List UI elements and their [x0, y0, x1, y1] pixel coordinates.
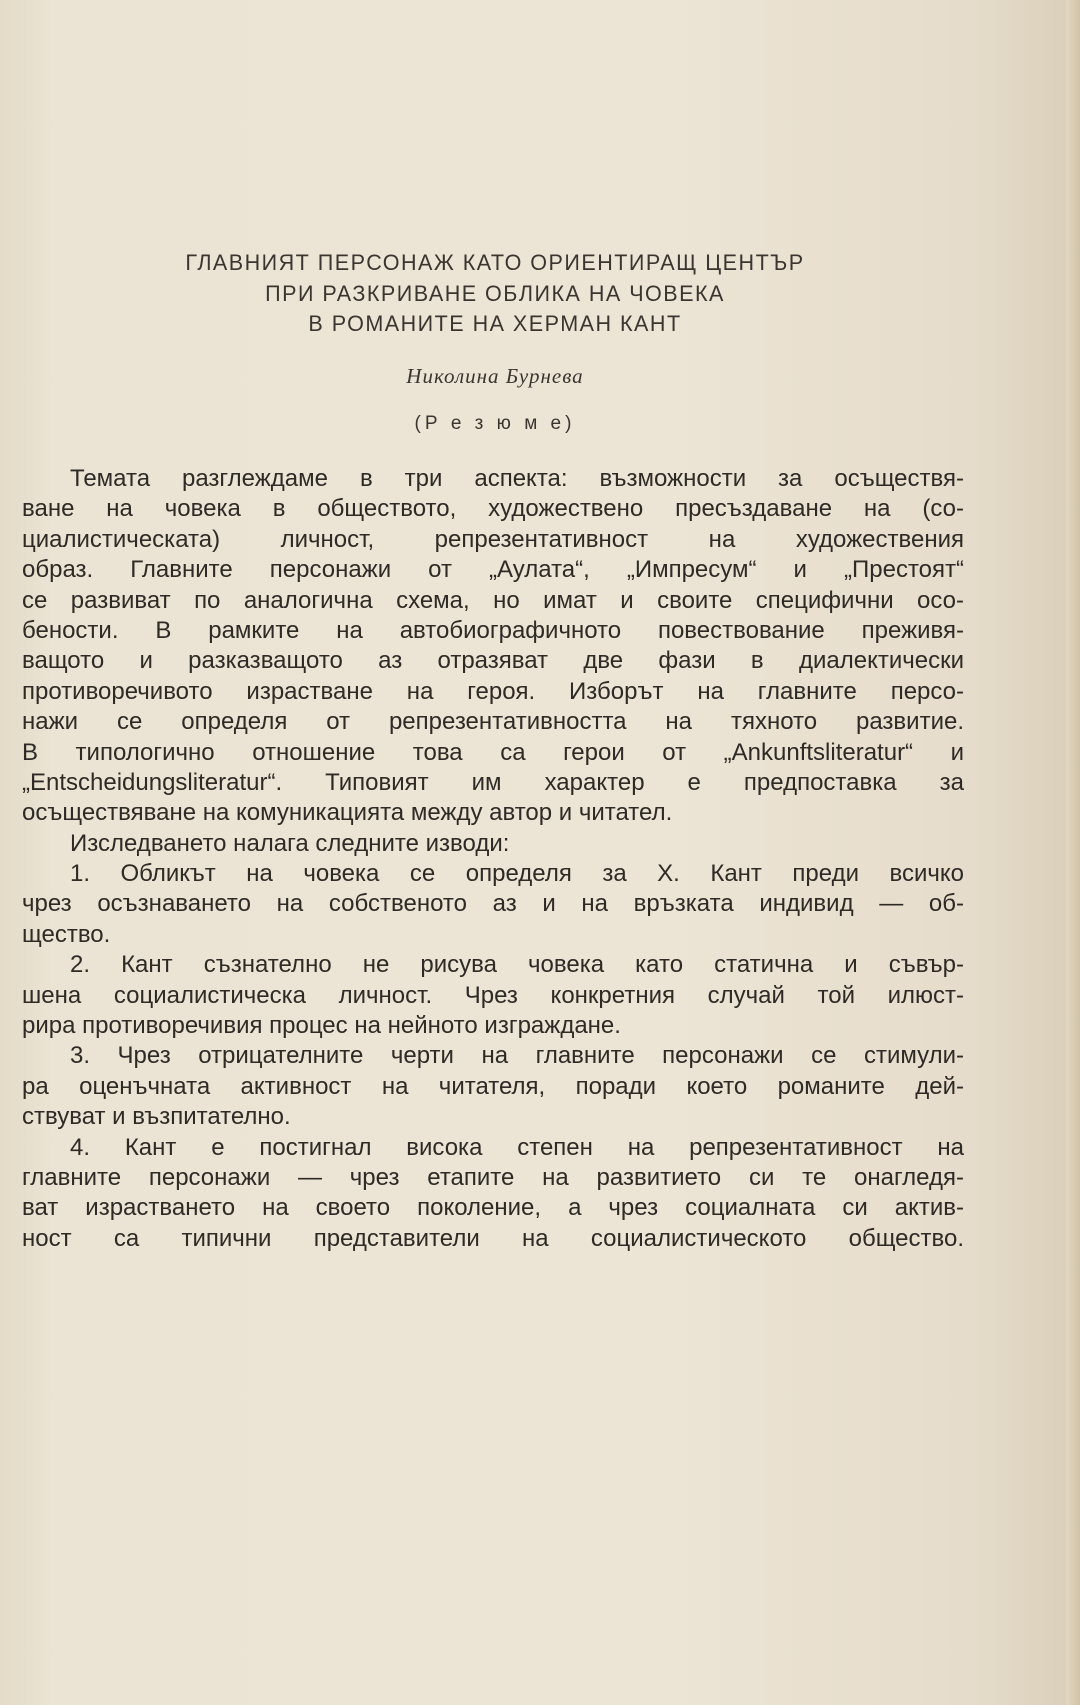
text-line — [22, 738, 964, 768]
text-line-content: В типологично отношение това са герои от „Ankunftsliteratur“ и — [22, 738, 964, 766]
text-line-content: 4. Кант е постигнал висока степен на репрезентативност на — [70, 1133, 964, 1161]
text-line — [22, 889, 964, 919]
text-line — [22, 920, 964, 950]
text-line — [22, 646, 964, 676]
text-line-content: „Entscheidungsliteratur“. Типовият им характер е предпоставка за — [22, 768, 964, 796]
text-line — [22, 1224, 964, 1254]
text-line — [22, 859, 964, 889]
text-line-content: ра оценъчната активност на читателя, поради което романите дей- — [22, 1072, 964, 1100]
text-line-content: осъществяване на комуникацията между автор и читател. — [22, 799, 673, 827]
text-line-content: 2. Кант съзнателно не рисува човека като статична и съвър- — [70, 951, 964, 979]
text-line — [22, 1011, 964, 1041]
text-line-content: се развиват по аналогична схема, но имат и своите специфични осо- — [22, 586, 964, 614]
article-title-line-3: В РОМАНИТЕ НА ХЕРМАН КАНТ — [308, 311, 682, 336]
text-line — [22, 1133, 964, 1163]
text-line-content: шена социалистическа личност. Чрез конкретния случай той илюст- — [22, 981, 964, 1009]
article-body — [22, 464, 964, 1254]
text-line-content: главните персонажи — чрез етапите на развитието си те онагледя- — [22, 1163, 964, 1191]
text-line-content: противоречивото израстване на героя. Изборът на главните персо- — [22, 677, 964, 705]
text-line — [22, 616, 964, 646]
text-line-content: 3. Чрез отрицателните черти на главните персонажи се стимули- — [70, 1042, 964, 1070]
text-line-content: нажи се определя от репрезентативността на тяхното развитие. — [22, 708, 964, 736]
summary-label: (Р е з ю м е) — [414, 413, 576, 434]
text-line — [22, 707, 964, 737]
text-line — [22, 981, 964, 1011]
text-line — [22, 1072, 964, 1102]
text-line-content: 1. Обликът на човека се определя за Х. Кант преди всичко — [70, 860, 964, 888]
text-line — [22, 950, 964, 980]
page-edge — [1066, 0, 1080, 1705]
text-line — [22, 768, 964, 798]
text-line — [22, 494, 964, 524]
text-line-content: рира противоречивия процес на нейното изграждане. — [22, 1012, 621, 1040]
text-line — [22, 677, 964, 707]
text-line-content: Темата разглеждаме в три аспекта: възможности за осъществя- — [70, 465, 964, 492]
text-line — [22, 1193, 964, 1223]
text-line — [22, 464, 964, 494]
article-title-line-2: ПРИ РАЗКРИВАНЕ ОБЛИКА НА ЧОВЕКА — [265, 281, 725, 306]
text-line — [22, 1041, 964, 1071]
text-line-content: циалистическата) личност, репрезентативност на художествения — [22, 525, 964, 553]
text-line-content: бености. В рамките на автобиографичното повествование преживя- — [22, 616, 964, 644]
text-line-content: ствуват и възпитателно. — [22, 1103, 291, 1131]
text-line-content: щество. — [22, 920, 111, 948]
article-title-line-1: ГЛАВНИЯТ ПЕРСОНАЖ КАТО ОРИЕНТИРАЩ ЦЕНТЪР — [185, 250, 805, 275]
text-line-content: ват израстването на своето поколение, а чрез социалната си актив- — [22, 1194, 964, 1222]
text-line — [22, 1102, 964, 1132]
text-line-content: ване на човека в обществото, художествено пресъздаване на (со- — [22, 495, 964, 523]
text-line — [22, 1163, 964, 1193]
text-line-content: образ. Главните персонажи от „Аулата“, „Импресум“ и „Престоят“ — [22, 556, 964, 584]
text-line — [22, 525, 964, 555]
text-line — [22, 798, 964, 828]
text-line — [22, 829, 964, 859]
text-line-content: ност са типични представители на социалистическото общество. — [22, 1224, 964, 1252]
text-line — [22, 586, 964, 616]
text-line-content: ващото и разказващото аз отразяват две фази в диалектически — [22, 647, 964, 675]
text-line — [22, 555, 964, 585]
text-line-content: Изследването налага следните изводи: — [70, 829, 510, 857]
author-name: Николина Бурнева — [406, 364, 584, 388]
text-line-content: чрез осъзнаването на собственото аз и на връзката индивид — об- — [22, 890, 964, 918]
